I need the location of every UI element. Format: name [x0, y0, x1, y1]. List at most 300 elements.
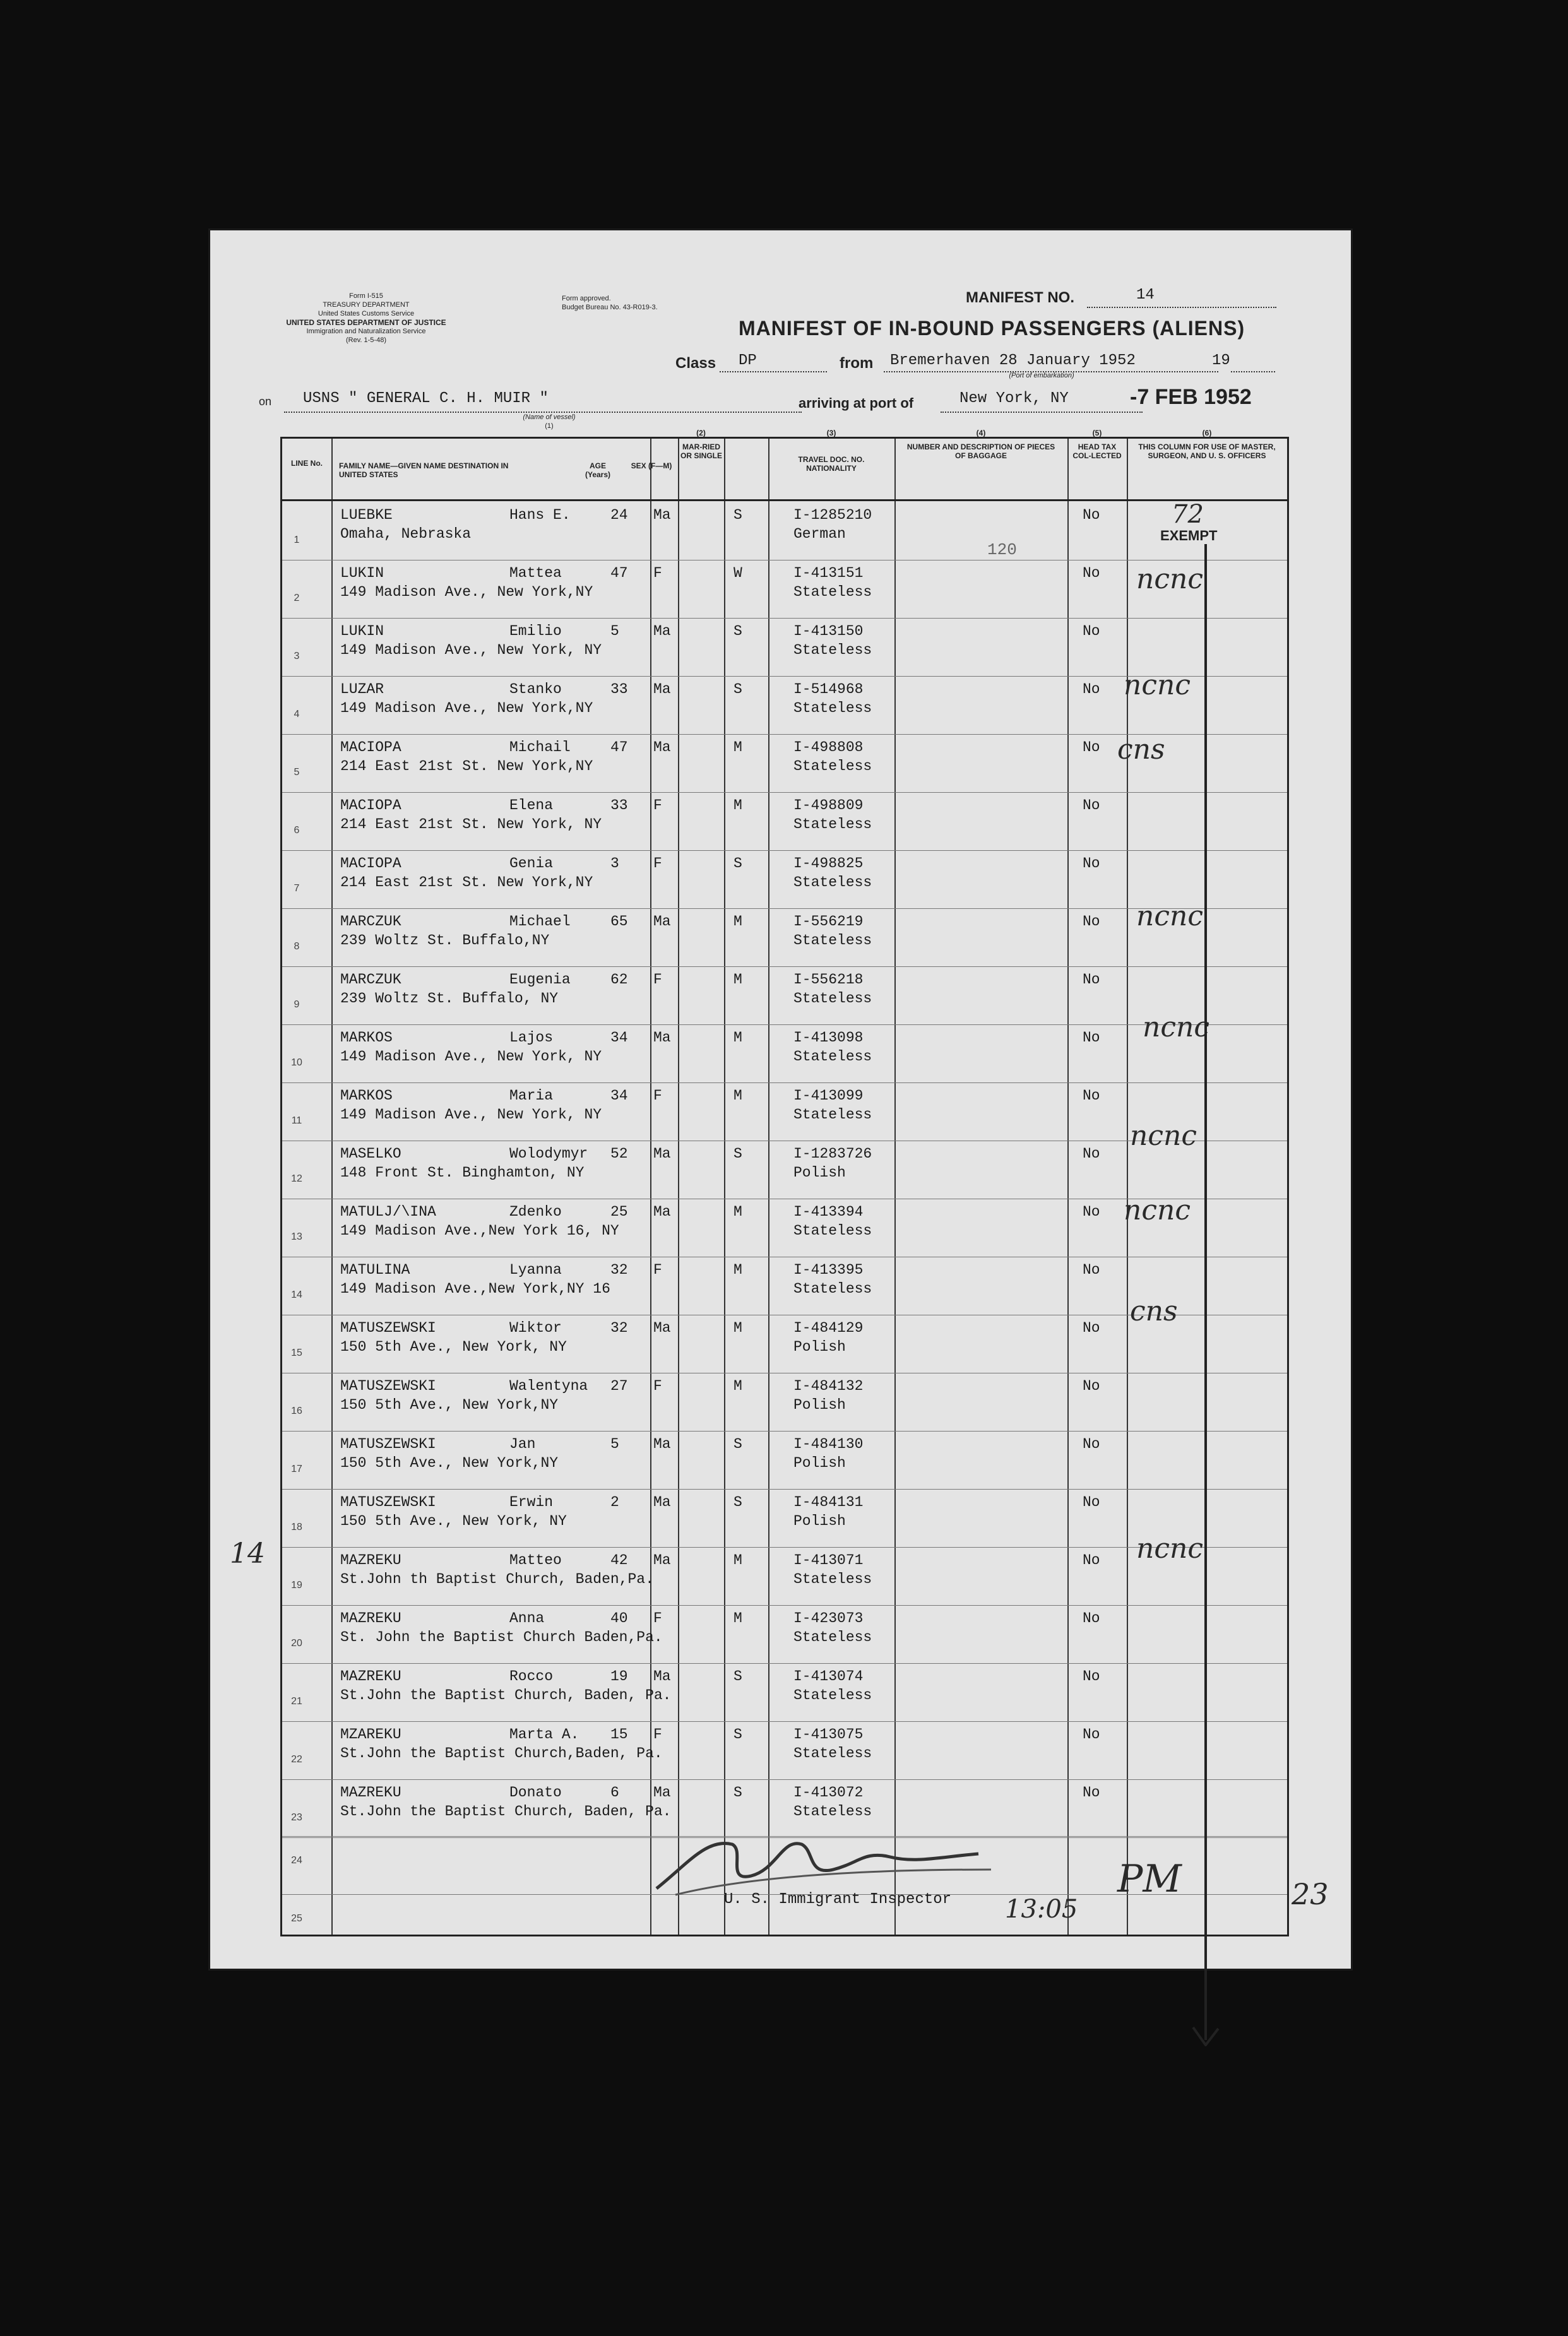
budget-bureau: Budget Bureau No. 43-R019-3. [562, 304, 658, 311]
destination: 239 Woltz St. Buffalo, NY [340, 990, 559, 1007]
table-row [282, 1605, 1287, 1663]
exempt-stamp: EXEMPT [1160, 528, 1218, 543]
age: 47 [610, 739, 628, 756]
nationality: Polish [793, 1339, 846, 1355]
family-name: MATULINA [340, 1262, 410, 1278]
nationality: Stateless [793, 1281, 872, 1297]
head-tax: No [1083, 1610, 1100, 1627]
sex: F [653, 1378, 662, 1394]
age: 2 [610, 1494, 619, 1510]
family-name: MATULJ/\INA [340, 1204, 436, 1220]
from-label: from [840, 355, 874, 372]
nationality: Stateless [793, 1571, 872, 1587]
destination: 148 Front St. Binghamton, NY [340, 1165, 585, 1181]
sex: Ma [653, 1552, 671, 1568]
sex: Ma [653, 681, 671, 697]
line-number: 23 [291, 1812, 302, 1823]
marital-status: S [734, 1494, 742, 1510]
family-name: MAZREKU [340, 1610, 401, 1627]
vessel-name: USNS " GENERAL C. H. MUIR " [303, 390, 549, 407]
officer-mark: ncnc [1136, 900, 1203, 932]
travel-doc: I-556218 [793, 971, 864, 988]
marital-status: S [734, 507, 742, 523]
line-number: 21 [291, 1696, 302, 1707]
officer-mark: ncnc [1124, 1194, 1191, 1226]
officer-mark: ncnc [1143, 1011, 1209, 1043]
age: 34 [610, 1088, 628, 1104]
line-number: 14 [291, 1290, 302, 1300]
destination: 150 5th Ave., New York, NY [340, 1339, 567, 1355]
nationality: Stateless [793, 874, 872, 891]
officer-mark: ncnc [1136, 563, 1203, 595]
class-line [720, 371, 827, 372]
table-row [282, 618, 1287, 676]
nationality: Stateless [793, 932, 872, 949]
arriving-port: New York, NY [959, 390, 1069, 407]
manifest-no-value: 14 [1136, 287, 1155, 304]
table-row [282, 1663, 1287, 1721]
head-tax: No [1083, 971, 1100, 988]
marital-status: S [734, 855, 742, 872]
table-row [282, 1721, 1287, 1779]
sex: F [653, 1610, 662, 1627]
age: 65 [610, 913, 628, 930]
given-name: Lyanna [509, 1262, 562, 1278]
line-number: 12 [291, 1173, 302, 1184]
age: 3 [610, 855, 619, 872]
destination: Omaha, Nebraska [340, 526, 472, 542]
col-married: MAR-RIED OR SINGLE [680, 442, 722, 460]
form-approval [562, 294, 726, 312]
head-tax: No [1083, 739, 1100, 756]
sex: Ma [653, 1436, 671, 1452]
line-number-24: 24 [291, 1855, 302, 1866]
destination: 149 Madison Ave., New York,NY [340, 584, 593, 600]
given-name: Elena [509, 797, 554, 814]
line-number: 13 [291, 1231, 302, 1242]
col-line-no: LINE No. [291, 459, 323, 468]
marital-status: S [734, 623, 742, 639]
line-number: 17 [291, 1464, 302, 1474]
line-number: 1 [294, 535, 300, 545]
col-married-num: (2) [696, 429, 706, 437]
sex: Ma [653, 1668, 671, 1685]
sex: F [653, 797, 662, 814]
destination: 149 Madison Ave., New York,NY [340, 700, 593, 716]
nationality: Polish [793, 1513, 846, 1529]
table-row [282, 1373, 1287, 1431]
line-number: 22 [291, 1754, 302, 1765]
form-number: Form I-515 [349, 292, 383, 300]
col-baggage: NUMBER AND DESCRIPTION OF PIECES OF BAGGAGE [906, 442, 1055, 460]
baggage-count: 120 [987, 540, 1017, 559]
col-headtax: HEAD TAX COL-LECTED [1072, 442, 1122, 460]
vessel-col-num: (1) [545, 422, 554, 430]
destination: 149 Madison Ave., New York, NY [340, 1048, 602, 1065]
line-number: 3 [294, 651, 300, 661]
family-name: MAZREKU [340, 1784, 401, 1801]
marital-status: M [734, 913, 742, 930]
destination: 150 5th Ave., New York,NY [340, 1397, 559, 1413]
head-tax: No [1083, 1088, 1100, 1104]
passenger-table [280, 429, 1289, 1936]
given-name: Jan [509, 1436, 536, 1452]
nationality: Stateless [793, 758, 872, 774]
travel-doc: I-498808 [793, 739, 864, 756]
manifest-no-line [1087, 307, 1276, 308]
family-name: MAZREKU [340, 1668, 401, 1685]
head-tax: No [1083, 1029, 1100, 1046]
travel-doc: I-413071 [793, 1552, 864, 1568]
family-name: LUZAR [340, 681, 384, 697]
family-name: LUKIN [340, 565, 384, 581]
sex: Ma [653, 1784, 671, 1801]
line-number: 8 [294, 941, 300, 952]
age: 52 [610, 1146, 628, 1162]
given-name: Maria [509, 1088, 554, 1104]
nationality: Stateless [793, 1687, 872, 1704]
officer-mark: cns [1130, 1295, 1178, 1327]
marital-status: M [734, 1088, 742, 1104]
nationality: Stateless [793, 1629, 872, 1645]
travel-doc: I-413075 [793, 1726, 864, 1743]
line-number: 15 [291, 1348, 302, 1358]
head-tax: No [1083, 1784, 1100, 1801]
col-officers-num: (6) [1202, 429, 1212, 437]
sex: F [653, 971, 662, 988]
destination: 149 Madison Ave., New York, NY [340, 642, 602, 658]
destination: 149 Madison Ave., New York, NY [340, 1106, 602, 1123]
destination: St.John th Baptist Church, Baden,Pa. [340, 1571, 654, 1587]
family-name: MATUSZEWSKI [340, 1320, 436, 1336]
line-number: 4 [294, 709, 300, 720]
officer-mark: ncnc [1124, 669, 1191, 701]
marital-status: S [734, 1668, 742, 1685]
family-name: MARKOS [340, 1088, 393, 1104]
family-name: MASELKO [340, 1146, 401, 1162]
given-name: Anna [509, 1610, 545, 1627]
marital-status: M [734, 797, 742, 814]
travel-doc: I-413098 [793, 1029, 864, 1046]
travel-doc: I-413074 [793, 1668, 864, 1685]
travel-doc: I-413099 [793, 1088, 864, 1104]
destination: St.John the Baptist Church, Baden, Pa. [340, 1687, 672, 1704]
line-number: 7 [294, 883, 300, 894]
travel-doc: I-484132 [793, 1378, 864, 1394]
officer-mark: ncnc [1136, 1533, 1203, 1565]
form-info [271, 292, 461, 345]
marital-status: M [734, 1029, 742, 1046]
destination: 149 Madison Ave.,New York 16, NY [340, 1223, 619, 1239]
head-tax: No [1083, 1494, 1100, 1510]
head-tax: No [1083, 1262, 1100, 1278]
col-headtax-num: (5) [1092, 429, 1102, 437]
sex: Ma [653, 1204, 671, 1220]
travel-doc: I-1285210 [793, 507, 872, 523]
destination: 214 East 21st St. New York, NY [340, 816, 602, 833]
travel-doc: I-423073 [793, 1610, 864, 1627]
col-age: AGE (Years) [585, 461, 611, 479]
marital-status: M [734, 1204, 742, 1220]
head-tax: No [1083, 1552, 1100, 1568]
nationality: Polish [793, 1397, 846, 1413]
given-name: Michael [509, 913, 571, 930]
class-value: DP [739, 352, 757, 369]
nationality: Stateless [793, 816, 872, 833]
sex: Ma [653, 1146, 671, 1162]
port-note: (Port of embarkation) [1009, 372, 1074, 379]
table-row [282, 1024, 1287, 1082]
line-number: 6 [294, 825, 300, 836]
year-prefix: 19 [1212, 352, 1230, 369]
sex: F [653, 1726, 662, 1743]
manifest-no-label: MANIFEST NO. [966, 289, 1074, 306]
family-name: MARCZUK [340, 913, 401, 930]
head-tax: No [1083, 1320, 1100, 1336]
head-tax: No [1083, 681, 1100, 697]
family-name: MAZREKU [340, 1552, 401, 1568]
marital-status: M [734, 971, 742, 988]
inspector-signature [650, 1825, 1004, 1901]
marital-status: S [734, 681, 742, 697]
age: 32 [610, 1262, 628, 1278]
age: 15 [610, 1726, 628, 1743]
travel-doc: I-413394 [793, 1204, 864, 1220]
line-number: 20 [291, 1638, 302, 1649]
travel-doc: I-498809 [793, 797, 864, 814]
initials-pm: PM [1117, 1857, 1182, 1901]
marital-status: S [734, 1146, 742, 1162]
age: 24 [610, 507, 628, 523]
destination: St. John the Baptist Church Baden,Pa. [340, 1629, 663, 1645]
age: 40 [610, 1610, 628, 1627]
line-number-25: 25 [291, 1913, 302, 1924]
nationality: Stateless [793, 1223, 872, 1239]
time-note: 13:05 [1005, 1895, 1078, 1924]
head-tax: No [1083, 1204, 1100, 1220]
family-name: MATUSZEWSKI [340, 1436, 436, 1452]
given-name: Erwin [509, 1494, 554, 1510]
travel-doc: I-498825 [793, 855, 864, 872]
vessel-note: (Name of vessel) [523, 413, 576, 421]
age: 42 [610, 1552, 628, 1568]
sex: F [653, 1088, 662, 1104]
travel-doc: I-413395 [793, 1262, 864, 1278]
head-tax: No [1083, 1378, 1100, 1394]
sex: Ma [653, 739, 671, 756]
age: 33 [610, 797, 628, 814]
marital-status: S [734, 1784, 742, 1801]
head-tax: No [1083, 913, 1100, 930]
travel-doc: I-484129 [793, 1320, 864, 1336]
travel-doc: I-413151 [793, 565, 864, 581]
given-name: Marta A. [509, 1726, 579, 1743]
nationality: Stateless [793, 584, 872, 600]
sex: Ma [653, 1029, 671, 1046]
year-line [1231, 371, 1275, 372]
destination: 149 Madison Ave.,New York,NY 16 [340, 1281, 610, 1297]
nationality: Stateless [793, 1048, 872, 1065]
age: 5 [610, 1436, 619, 1452]
col-travel-num: (3) [826, 429, 836, 437]
class-label: Class [675, 355, 716, 372]
line-number: 2 [294, 593, 300, 603]
line-number: 18 [291, 1522, 302, 1533]
manifest-page [208, 228, 1353, 1971]
head-tax: No [1083, 565, 1100, 581]
nationality: Stateless [793, 1745, 872, 1762]
nationality: Stateless [793, 1803, 872, 1820]
given-name: Matteo [509, 1552, 562, 1568]
destination: 214 East 21st St. New York,NY [340, 758, 593, 774]
given-name: Eugenia [509, 971, 571, 988]
col-name: FAMILY NAME—GIVEN NAME DESTINATION IN UNITED STATES [339, 461, 509, 479]
destination: 239 Woltz St. Buffalo,NY [340, 932, 550, 949]
table-row [282, 966, 1287, 1024]
treasury-dept: TREASURY DEPARTMENT [323, 301, 410, 309]
destination: St.John the Baptist Church,Baden, Pa. [340, 1745, 663, 1762]
family-name: MATUSZEWSKI [340, 1378, 436, 1394]
age: 47 [610, 565, 628, 581]
given-name: Emilio [509, 623, 562, 639]
customs-service: United States Customs Service [318, 310, 415, 317]
given-name: Michail [509, 739, 571, 756]
travel-doc: I-1283726 [793, 1146, 872, 1162]
marital-status: W [734, 565, 742, 581]
inspector-label: U. S. Immigrant Inspector [724, 1891, 952, 1908]
given-name: Donato [509, 1784, 562, 1801]
marital-status: M [734, 1262, 742, 1278]
family-name: MACIOPA [340, 797, 401, 814]
head-tax: No [1083, 1146, 1100, 1162]
given-name: Mattea [509, 565, 562, 581]
destination: 150 5th Ave., New York,NY [340, 1455, 559, 1471]
given-name: Stanko [509, 681, 562, 697]
from-value: Bremerhaven 28 January 1952 [890, 352, 1136, 369]
age: 33 [610, 681, 628, 697]
sex: Ma [653, 913, 671, 930]
head-tax: No [1083, 1668, 1100, 1685]
justice-dept: UNITED STATES DEPARTMENT OF JUSTICE [286, 318, 446, 327]
family-name: MATUSZEWSKI [340, 1494, 436, 1510]
table-row [282, 792, 1287, 850]
on-label: on [259, 395, 272, 408]
nationality: German [793, 526, 846, 542]
sex: Ma [653, 1320, 671, 1336]
destination: St.John the Baptist Church, Baden, Pa. [340, 1803, 672, 1820]
nationality: Stateless [793, 642, 872, 658]
col-officers: THIS COLUMN FOR USE OF MASTER, SURGEON, AND U. S. OFFICERS [1138, 442, 1276, 460]
age: 25 [610, 1204, 628, 1220]
given-name: Genia [509, 855, 554, 872]
bracket-arrow [1180, 544, 1231, 2046]
destination: 150 5th Ave., New York, NY [340, 1513, 567, 1529]
marital-status: M [734, 1610, 742, 1627]
table-row [282, 1431, 1287, 1489]
travel-doc: I-413072 [793, 1784, 864, 1801]
travel-doc: I-514968 [793, 681, 864, 697]
age: 19 [610, 1668, 628, 1685]
sex: F [653, 855, 662, 872]
nationality: Stateless [793, 1106, 872, 1123]
travel-doc: I-484131 [793, 1494, 864, 1510]
arrival-date-stamp: -7 FEB 1952 [1130, 385, 1252, 409]
head-tax: No [1083, 507, 1100, 523]
marital-status: M [734, 1320, 742, 1336]
given-name: Wolodymyr [509, 1146, 588, 1162]
age: 32 [610, 1320, 628, 1336]
family-name: MZAREKU [340, 1726, 401, 1743]
header-rule [282, 499, 1287, 501]
nationality: Polish [793, 1455, 846, 1471]
travel-doc: I-484130 [793, 1436, 864, 1452]
age: 27 [610, 1378, 628, 1394]
col-baggage-num: (4) [976, 429, 986, 437]
marital-status: M [734, 1552, 742, 1568]
head-tax: No [1083, 1726, 1100, 1743]
given-name: Lajos [509, 1029, 554, 1046]
given-name: Zdenko [509, 1204, 562, 1220]
officer-mark: ncnc [1130, 1120, 1197, 1152]
officer-mark: cns [1117, 733, 1165, 766]
age: 34 [610, 1029, 628, 1046]
page-title: MANIFEST OF IN-BOUND PASSENGERS (ALIENS) [739, 317, 1245, 340]
nationality: Stateless [793, 700, 872, 716]
col-sex: SEX (F—M) [631, 461, 672, 470]
line-number: 19 [291, 1580, 302, 1591]
given-name: Rocco [509, 1668, 554, 1685]
head-tax: No [1083, 797, 1100, 814]
col-travel: TRAVEL DOC. NO. NATIONALITY [798, 455, 865, 473]
family-name: LUKIN [340, 623, 384, 639]
given-name: Hans E. [509, 507, 571, 523]
revision: (Rev. 1-5-48) [346, 336, 386, 344]
line-number: 11 [291, 1115, 302, 1126]
family-name: LUEBKE [340, 507, 393, 523]
marital-status: S [734, 1726, 742, 1743]
line-number: 10 [291, 1057, 302, 1068]
marital-status: M [734, 1378, 742, 1394]
marital-status: S [734, 1436, 742, 1452]
handwritten-72: 72 [1172, 500, 1204, 529]
nationality: Polish [793, 1165, 846, 1181]
line-number: 5 [294, 767, 300, 778]
line-number: 9 [294, 999, 300, 1010]
sex: F [653, 565, 662, 581]
head-tax: No [1083, 1436, 1100, 1452]
sex: Ma [653, 1494, 671, 1510]
head-tax: No [1083, 623, 1100, 639]
given-name: Wiktor [509, 1320, 562, 1336]
travel-doc: I-556219 [793, 913, 864, 930]
family-name: MACIOPA [340, 855, 401, 872]
left-margin-number: 14 [230, 1538, 265, 1570]
arriving-label: arriving at port of [799, 395, 914, 411]
sex: Ma [653, 623, 671, 639]
given-name: Walentyna [509, 1378, 588, 1394]
form-approved: Form approved. [562, 295, 611, 302]
page-number: 23 [1292, 1877, 1329, 1911]
destination: 214 East 21st St. New York,NY [340, 874, 593, 891]
ins-service: Immigration and Naturalization Service [306, 328, 426, 335]
nationality: Stateless [793, 990, 872, 1007]
line-number: 16 [291, 1406, 302, 1416]
sex: F [653, 1262, 662, 1278]
family-name: MARKOS [340, 1029, 393, 1046]
travel-doc: I-413150 [793, 623, 864, 639]
family-name: MARCZUK [340, 971, 401, 988]
arriving-line [941, 412, 1143, 413]
